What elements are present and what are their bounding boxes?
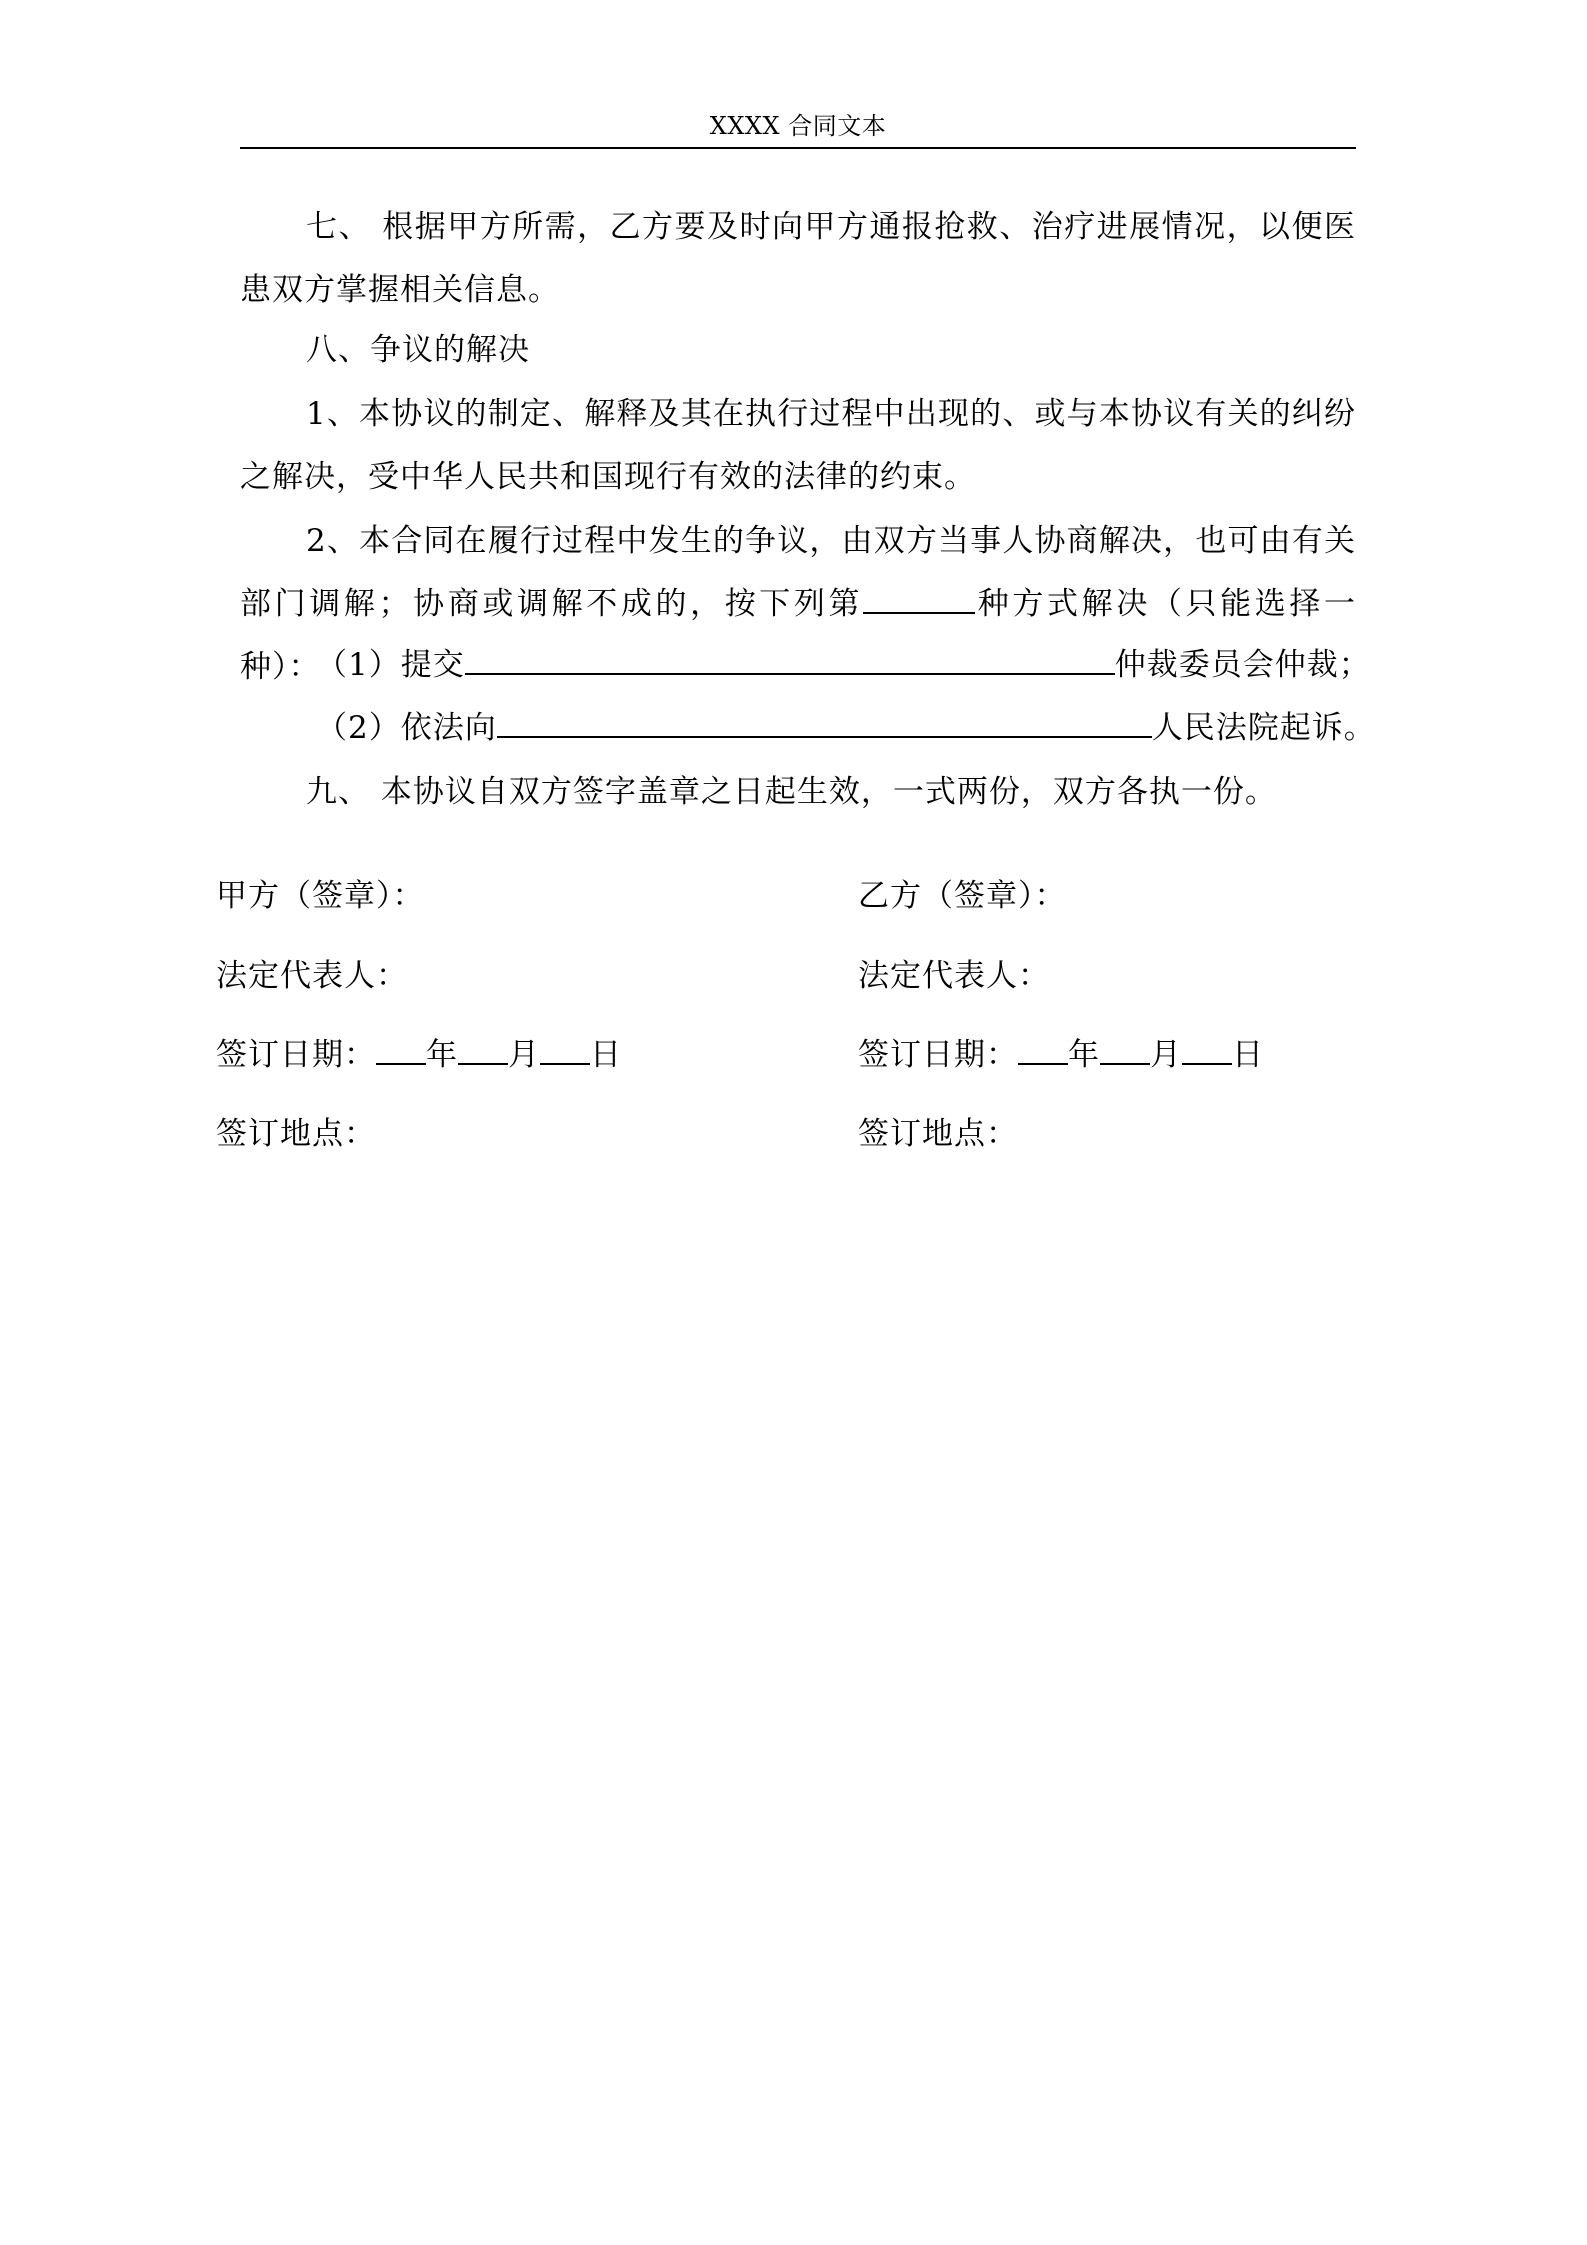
party-a-legal-rep: 法定代表人： [216,958,408,994]
party-a-month-label: 月 [508,1037,540,1073]
clause-eight-item-2-text: 2、本合同在履行过程中发生的争议，由双方当事人协商解决，也可由有关部门调解；协商或调解不成的，按下列第 [240,523,1356,622]
arbitration-committee-blank [465,645,1115,675]
option-2-suffix: 人民法院起诉。 [1151,710,1376,746]
court-name-blank [497,708,1152,738]
party-b-year-blank [1018,1037,1068,1065]
header-divider [240,147,1356,149]
party-a-date-label: 签订日期： [216,1037,376,1073]
party-a-seal: 甲方（签章）： [216,878,425,914]
party-b-year-label: 年 [1068,1037,1100,1073]
party-b-legal-rep: 法定代表人： [858,958,1050,994]
option-arbitration [316,645,1371,685]
party-b-seal: 乙方（签章）： [858,878,1067,914]
option-1-prefix: （1）提交 [316,647,465,683]
party-a-day-label: 日 [590,1037,622,1073]
page-header: XXXX 合同文本 [709,112,887,140]
party-a-year-label: 年 [426,1037,458,1073]
party-b-month-blank [1100,1037,1150,1065]
option-court [316,708,1376,748]
party-b-place: 签订地点： [858,1116,1018,1152]
clause-eight-title: 八、争议的解决 [306,332,530,368]
clause-eight-item-1: 1、本协议的制定、解释及其在执行过程中出现的、或与本协议有关的纠纷之解决，受中华人民共和国现行有效的法律的约束。 [240,396,1356,495]
clause-seven: 七、 根据甲方所需，乙方要及时向甲方通报抢救、治疗进展情况，以便医患双方掌握相关信息。 [240,209,1356,308]
party-a-day-blank [540,1037,590,1065]
option-1-suffix: 仲裁委员会仲裁； [1114,647,1371,683]
party-b-date-label: 签订日期： [858,1037,1018,1073]
party-a-date [216,1035,622,1075]
party-b-day-label: 日 [1232,1037,1264,1073]
party-a-month-blank [458,1037,508,1065]
method-choice-blank [863,584,975,614]
clause-eight-item-2-text-end: 种方式解决（只能选择一种）： [240,586,1356,685]
clause-nine: 九、 本协议自双方签字盖章之日起生效，一式两份，双方各执一份。 [306,774,1277,810]
party-b-month-label: 月 [1150,1037,1182,1073]
option-2-prefix: （2）依法向 [316,710,497,746]
party-b-day-blank [1182,1037,1232,1065]
party-b-date [858,1035,1264,1075]
party-a-year-blank [376,1037,426,1065]
party-a-place: 签订地点： [216,1116,376,1152]
